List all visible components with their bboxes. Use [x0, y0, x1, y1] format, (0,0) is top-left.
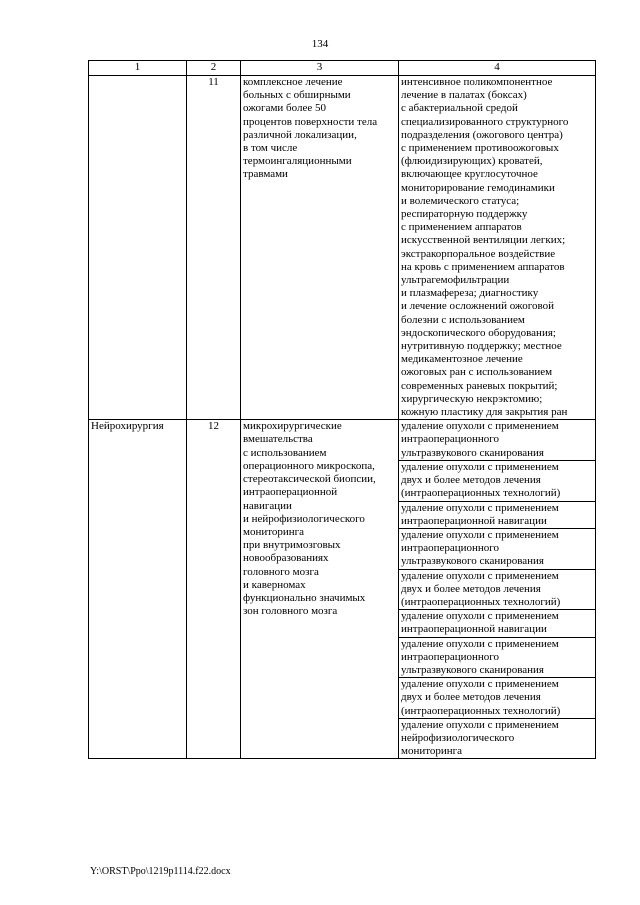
page-number: 134	[311, 38, 329, 50]
header-cell-2: 2	[187, 61, 241, 76]
profile-cell	[89, 76, 187, 420]
treatment-item: удаление опухоли с применением интраоперационного ультразвукового сканирования	[399, 528, 595, 569]
medical-care-table	[88, 60, 596, 759]
treatment-item: удаление опухоли с применением интраоперационного ультразвукового сканирования	[401, 420, 559, 459]
treatment-item: удаление опухоли с применением интраоперационной навигации	[399, 609, 595, 636]
treatment-item: удаление опухоли с применением интраоперационной навигации	[399, 501, 595, 528]
header-cell-3: 3	[241, 61, 399, 76]
description-cell: микрохирургические вмешательства с использованием операционного микроскопа, стереотаксической биопсии, интраоперационной навигации и нейрофизиологического мониторинга при внутримозговых новообразованиях головного мозга и каверномах функционально значимых зон головного мозга	[241, 420, 399, 759]
treatment-item: удаление опухоли с применением двух и более методов лечения (интраоперационных технологий)	[399, 460, 595, 501]
table-row-neurosurgery	[89, 420, 596, 759]
treatment-item: удаление опухоли с применением нейрофизиологического мониторинга	[399, 718, 595, 759]
treatment-cell: интенсивное поликомпонентное лечение в палатах (боксах) с абактериальной средой специализированного структурного подразделения (ожогового центра) с применением противоожоговых (флюидизирующих) кроватей, включающее круглосуточное мониторирование гемодинамики и волемического статуса; респираторную поддержку с применением аппаратов искусственной вентиляции легких; экстракорпоральное воздействие на кровь с применением аппаратов ультрагемофильтрации и плазмафереза; диагностику и лечение осложнений ожоговой болезни с использованием эндоскопического оборудования; нутритивную поддержку; местное медикаментозное лечение ожоговых ран с использованием современных раневых покрытий; хирургическую некрэктомию; кожную пластику для закрытия ран	[399, 76, 596, 420]
group-number-cell: 12	[187, 420, 241, 759]
header-cell-1: 1	[89, 61, 187, 76]
description-cell: комплексное лечение больных с обширными ожогами более 50 процентов поверхности тела различной локализации, в том числе термоингаляционными травмами	[241, 76, 399, 420]
treatment-item: удаление опухоли с применением двух и более методов лечения (интраоперационных технологий)	[399, 569, 595, 610]
table-header-row	[89, 61, 596, 76]
document-path-footer: Y:\ORST\Ppo\1219p1114.f22.docx	[90, 866, 231, 877]
group-number-cell: 11	[187, 76, 241, 420]
table-row-burns	[89, 76, 596, 420]
treatment-item: удаление опухоли с применением интраоперационного ультразвукового сканирования	[399, 637, 595, 678]
treatment-list-cell	[399, 420, 596, 759]
treatment-item: удаление опухоли с применением двух и более методов лечения (интраоперационных технологий)	[399, 677, 595, 718]
header-cell-4: 4	[399, 61, 596, 76]
profile-cell: Нейрохирургия	[89, 420, 187, 759]
